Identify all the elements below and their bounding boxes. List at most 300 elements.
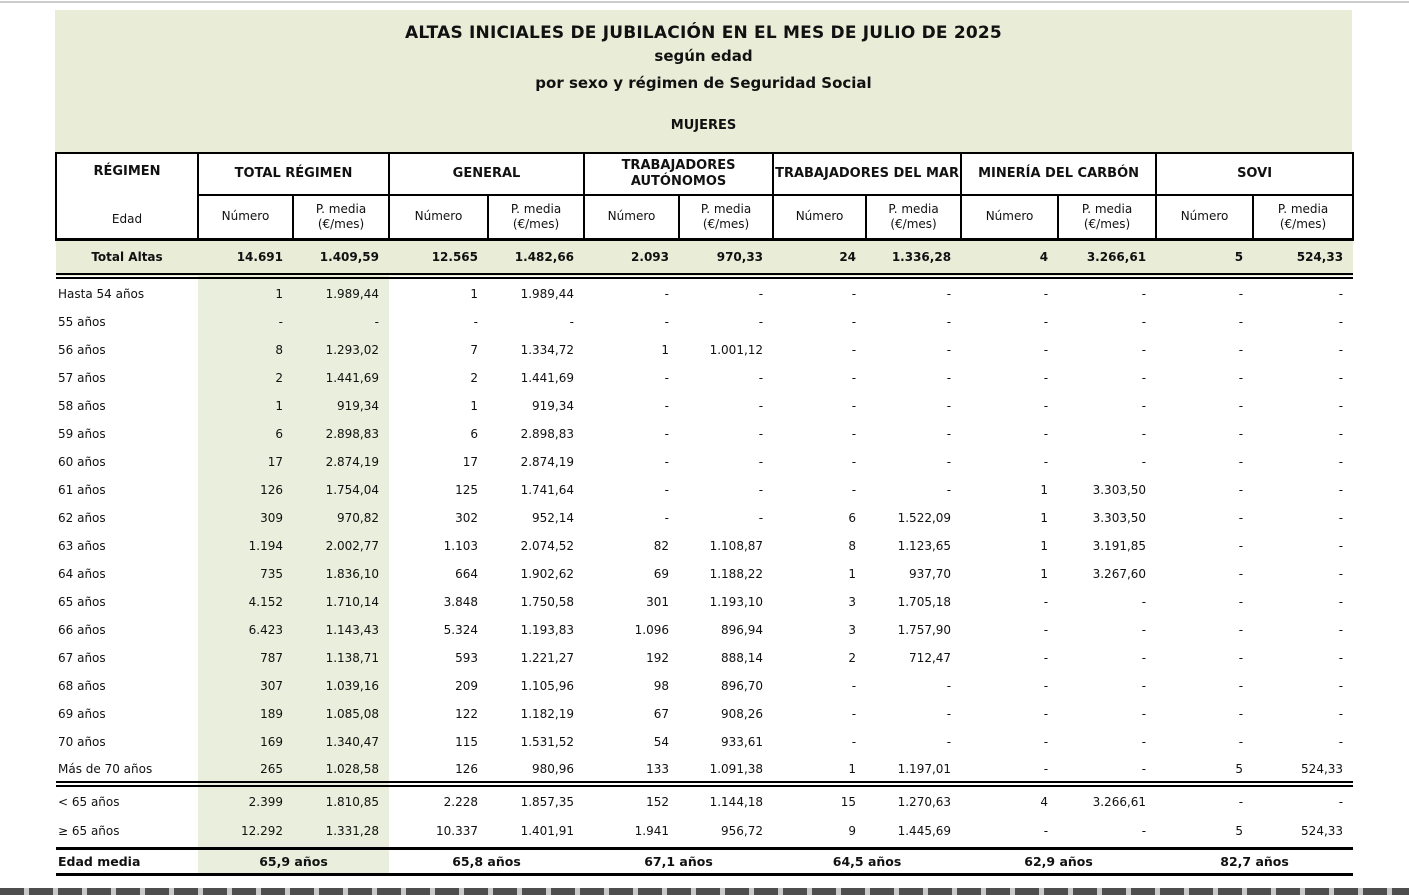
value-cell: -: [1043, 707, 1049, 721]
group-header-autonomos: TRABAJADORES AUTÓNOMOS: [584, 153, 773, 195]
value-cell: -: [961, 816, 1058, 848]
value-cell: -: [1238, 651, 1244, 665]
value-cell: 1.194: [198, 532, 293, 560]
corner-regimen-label: RÉGIMEN: [93, 164, 161, 179]
value-cell: -: [758, 483, 764, 497]
value-cell: 524,33: [1253, 756, 1353, 784]
value-cell: 1.482,66: [488, 239, 584, 276]
value-cell: 1.989,44: [293, 276, 389, 308]
value-cell: -: [1238, 595, 1244, 609]
subheader-numero: Número: [389, 195, 488, 239]
value-cell: -: [1338, 315, 1344, 329]
value-cell: 14.691: [198, 239, 293, 276]
value-cell: 1.331,28: [293, 816, 389, 848]
value-cell: 6.423: [198, 616, 293, 644]
value-cell: -: [946, 371, 952, 385]
value-cell: -: [1338, 651, 1344, 665]
value-cell: 1.522,09: [897, 511, 952, 525]
value-cell: 2.399: [198, 784, 293, 816]
value-cell: 2.898,83: [520, 427, 575, 441]
value-cell: 1: [470, 399, 478, 413]
edad-media-value: 65,8 años: [389, 848, 584, 874]
value-cell: -: [664, 483, 670, 497]
value-cell: -: [851, 286, 857, 301]
report-sheet: [55, 10, 1352, 876]
table-row: [56, 504, 1353, 532]
age-row-label: 57 años: [58, 371, 106, 385]
value-cell: -: [664, 427, 670, 441]
value-cell: 5.324: [443, 623, 478, 637]
value-cell: -: [1043, 286, 1049, 301]
value-cell: 1.001,12: [709, 343, 764, 357]
subheader-numero: Número: [198, 195, 293, 239]
value-cell: -: [1238, 679, 1244, 693]
value-cell: 2: [470, 371, 478, 385]
value-cell: 302: [455, 511, 478, 525]
edad-media-value: 67,1 años: [584, 848, 773, 874]
value-cell: -: [1238, 511, 1244, 525]
age-row-label: 67 años: [58, 651, 106, 665]
value-cell: 1.108,87: [709, 539, 764, 553]
value-cell: 524,33: [1253, 816, 1353, 848]
value-cell: -: [851, 315, 857, 329]
value-cell: 1: [1040, 567, 1049, 581]
value-cell: 1.193,83: [520, 623, 575, 637]
age-row-label: 63 años: [58, 539, 106, 553]
value-cell: 2: [198, 364, 293, 392]
value-cell: -: [946, 286, 952, 301]
table-row: [56, 784, 1353, 816]
value-cell: 15: [840, 794, 857, 809]
value-cell: 1: [848, 567, 857, 581]
value-cell: -: [1238, 371, 1244, 385]
value-cell: 2.874,19: [520, 455, 575, 469]
value-cell: 10.337: [389, 816, 488, 848]
report-subtitle-edad: según edad: [654, 47, 753, 65]
table-row: [56, 756, 1353, 784]
value-cell: 1.409,59: [293, 239, 389, 276]
subheader-pmedia: [679, 195, 773, 239]
value-cell: 1.754,04: [293, 476, 389, 504]
subheader-pmedia-line2: (€/mes): [317, 216, 365, 231]
value-cell: 1.188,22: [709, 567, 764, 581]
value-cell: 2.074,52: [520, 539, 575, 553]
subheader-pmedia-line1: P. media: [700, 201, 752, 216]
value-cell: 524,33: [1253, 239, 1353, 276]
value-cell: 908,26: [721, 707, 764, 721]
subheader-pmedia: [1253, 195, 1353, 239]
value-cell: -: [1043, 623, 1049, 637]
value-cell: 3.191,85: [1092, 539, 1147, 553]
value-cell: 5: [1156, 816, 1253, 848]
table-row: [56, 532, 1353, 560]
table-row: [56, 420, 1353, 448]
value-cell: -: [758, 427, 764, 441]
subheader-pmedia-line2: (€/mes): [1083, 216, 1131, 231]
age-row-label: Hasta 54 años: [58, 286, 145, 301]
value-cell: 1.182,19: [520, 707, 575, 721]
value-cell: -: [1058, 816, 1156, 848]
edad-media-value: 62,9 años: [961, 848, 1156, 874]
value-cell: 1.039,16: [293, 672, 389, 700]
value-cell: 1.401,91: [488, 816, 584, 848]
value-cell: -: [1043, 595, 1049, 609]
value-cell: 712,47: [909, 651, 952, 665]
table-row: [56, 616, 1353, 644]
value-cell: -: [1338, 483, 1344, 497]
age-row-label: 66 años: [58, 623, 106, 637]
value-cell: 896,94: [721, 623, 764, 637]
value-cell: 1.441,69: [520, 371, 575, 385]
table-row: [56, 816, 1353, 848]
table-header: [56, 153, 1353, 239]
value-cell: -: [946, 735, 952, 749]
value-cell: 1.340,47: [293, 728, 389, 756]
value-cell: 1.441,69: [293, 364, 389, 392]
subheader-numero: Número: [584, 195, 679, 239]
value-cell: 5: [1156, 756, 1253, 784]
value-cell: 1.143,43: [293, 616, 389, 644]
table-row: [56, 276, 1353, 308]
age-row-label: 55 años: [58, 315, 106, 329]
value-cell: 1.138,71: [293, 644, 389, 672]
value-cell: -: [758, 511, 764, 525]
value-cell: 122: [455, 707, 478, 721]
value-cell: -: [1141, 707, 1147, 721]
value-cell: -: [1141, 286, 1147, 301]
value-cell: -: [1338, 399, 1344, 413]
age-row-label: 69 años: [58, 707, 106, 721]
report-subtitle-sexo-regimen: por sexo y régimen de Seguridad Social: [535, 74, 872, 92]
value-cell: 309: [198, 504, 293, 532]
value-cell: 1.144,18: [709, 794, 764, 809]
value-cell: 3.303,50: [1092, 511, 1147, 525]
value-cell: -: [758, 371, 764, 385]
value-cell: -: [758, 315, 764, 329]
value-cell: 1.336,28: [866, 239, 961, 276]
value-cell: 1.091,38: [679, 756, 773, 784]
value-cell: 6: [470, 427, 478, 441]
value-cell: -: [1043, 651, 1049, 665]
value-cell: 1.902,62: [520, 567, 575, 581]
value-cell: -: [1238, 315, 1244, 329]
value-cell: -: [1238, 794, 1244, 809]
value-cell: 956,72: [679, 816, 773, 848]
value-cell: -: [1338, 595, 1344, 609]
value-cell: 1.836,10: [293, 560, 389, 588]
table-row: [56, 560, 1353, 588]
value-cell: 125: [455, 483, 478, 497]
value-cell: -: [1141, 315, 1147, 329]
value-cell: 2.093: [584, 239, 679, 276]
edad-media-value: 64,5 años: [773, 848, 961, 874]
value-cell: 1.028,58: [293, 756, 389, 784]
value-cell: 1.941: [584, 816, 679, 848]
summary-row-label: < 65 años: [58, 794, 120, 809]
group-header-mar: TRABAJADORES DEL MAR: [773, 153, 961, 195]
age-row-label: 56 años: [58, 343, 106, 357]
value-cell: -: [1238, 286, 1244, 301]
value-cell: 888,14: [721, 651, 764, 665]
group-header-row: [56, 153, 1353, 195]
age-row-label: 60 años: [58, 455, 106, 469]
value-cell: 1: [773, 756, 866, 784]
value-cell: -: [1338, 794, 1344, 809]
value-cell: -: [664, 455, 670, 469]
value-cell: 1.334,72: [520, 343, 575, 357]
value-cell: -: [1043, 343, 1049, 357]
value-cell: -: [1141, 455, 1147, 469]
value-cell: 3.266,61: [1092, 794, 1147, 809]
value-cell: -: [851, 483, 857, 497]
edad-media-label: Edad media: [56, 848, 198, 874]
value-cell: 3: [848, 623, 857, 637]
age-row-label: 58 años: [58, 399, 106, 413]
value-cell: -: [1141, 595, 1147, 609]
table-row: [56, 336, 1353, 364]
group-header-total-regimen: TOTAL RÉGIMEN: [198, 153, 389, 195]
value-cell: -: [851, 343, 857, 357]
table-row: [56, 672, 1353, 700]
value-cell: 2: [848, 651, 857, 665]
value-cell: 126: [198, 476, 293, 504]
value-cell: -: [1043, 455, 1049, 469]
value-cell: 2.898,83: [293, 420, 389, 448]
value-cell: 1.221,27: [520, 651, 575, 665]
subheader-pmedia-line1: P. media: [315, 201, 367, 216]
value-cell: -: [851, 399, 857, 413]
value-cell: 1.123,65: [897, 539, 952, 553]
value-cell: -: [1058, 756, 1156, 784]
value-cell: 126: [389, 756, 488, 784]
subheader-row: [56, 195, 1353, 239]
summary-row-label: ≥ 65 años: [56, 816, 198, 848]
value-cell: -: [961, 756, 1058, 784]
total-altas-label: Total Altas: [56, 239, 198, 276]
value-cell: 1: [1040, 539, 1049, 553]
value-cell: 970,82: [293, 504, 389, 532]
value-cell: -: [1338, 343, 1344, 357]
value-cell: 1: [661, 343, 670, 357]
value-cell: 1.197,01: [866, 756, 961, 784]
value-cell: -: [946, 315, 952, 329]
value-cell: 919,34: [293, 392, 389, 420]
value-cell: -: [1238, 623, 1244, 637]
group-header-sovi: SOVI: [1156, 153, 1353, 195]
subheader-numero: Número: [1156, 195, 1253, 239]
value-cell: 4: [1040, 794, 1049, 809]
value-cell: -: [1141, 427, 1147, 441]
value-cell: 12.565: [389, 239, 488, 276]
value-cell: -: [758, 286, 764, 301]
value-cell: 1.757,90: [897, 623, 952, 637]
value-cell: 3: [848, 595, 857, 609]
value-cell: 133: [584, 756, 679, 784]
value-cell: 1: [1040, 511, 1049, 525]
value-cell: 896,70: [721, 679, 764, 693]
value-cell: 8: [198, 336, 293, 364]
subheader-pmedia-line1: P. media: [510, 201, 562, 216]
value-cell: 937,70: [909, 567, 952, 581]
value-cell: -: [1141, 651, 1147, 665]
value-cell: 169: [198, 728, 293, 756]
subheader-numero: Número: [773, 195, 866, 239]
value-cell: -: [1043, 371, 1049, 385]
value-cell: 1.193,10: [709, 595, 764, 609]
value-cell: -: [946, 343, 952, 357]
value-cell: 735: [198, 560, 293, 588]
group-header-general: GENERAL: [389, 153, 584, 195]
value-cell: -: [1043, 315, 1049, 329]
subheader-pmedia: [1058, 195, 1156, 239]
value-cell: 593: [455, 651, 478, 665]
table-row: [56, 239, 1353, 276]
value-cell: 933,61: [721, 735, 764, 749]
value-cell: 192: [646, 651, 670, 665]
value-cell: -: [1043, 427, 1049, 441]
value-cell: 69: [653, 567, 670, 581]
value-cell: 1.810,85: [293, 784, 389, 816]
value-cell: 4: [961, 239, 1058, 276]
value-cell: -: [1043, 399, 1049, 413]
value-cell: 17: [198, 448, 293, 476]
age-row-label: Más de 70 años: [56, 756, 198, 784]
value-cell: 1: [470, 286, 478, 301]
value-cell: 1.293,02: [293, 336, 389, 364]
age-row-label: 70 años: [58, 735, 106, 749]
value-cell: -: [1141, 679, 1147, 693]
value-cell: -: [946, 679, 952, 693]
subheader-pmedia: [488, 195, 584, 239]
subheader-pmedia: [293, 195, 389, 239]
table-row: [56, 588, 1353, 616]
value-cell: -: [1338, 427, 1344, 441]
value-cell: -: [1141, 623, 1147, 637]
value-cell: 1: [1040, 483, 1049, 497]
value-cell: -: [198, 308, 293, 336]
value-cell: -: [758, 455, 764, 469]
value-cell: 3.266,61: [1058, 239, 1156, 276]
age-row-label: 65 años: [58, 595, 106, 609]
table-row: [56, 700, 1353, 728]
value-cell: 2.874,19: [293, 448, 389, 476]
value-cell: 3.267,60: [1092, 567, 1147, 581]
value-cell: 24: [773, 239, 866, 276]
value-cell: -: [851, 371, 857, 385]
table-body: [56, 239, 1353, 874]
subheader-pmedia: [866, 195, 961, 239]
value-cell: 4.152: [198, 588, 293, 616]
value-cell: -: [758, 399, 764, 413]
value-cell: 1.857,35: [520, 794, 575, 809]
value-cell: 7: [470, 343, 478, 357]
value-cell: -: [1238, 427, 1244, 441]
value-cell: 6: [848, 511, 857, 525]
value-cell: 980,96: [488, 756, 584, 784]
corner-cell: [56, 153, 198, 239]
value-cell: -: [1338, 511, 1344, 525]
value-cell: 1: [198, 392, 293, 420]
value-cell: 970,33: [679, 239, 773, 276]
value-cell: 1.270,63: [897, 794, 952, 809]
value-cell: -: [1338, 539, 1344, 553]
value-cell: -: [1338, 455, 1344, 469]
value-cell: 54: [653, 735, 670, 749]
value-cell: 3.848: [443, 595, 478, 609]
value-cell: 1.531,52: [520, 735, 575, 749]
report-title: ALTAS INICIALES DE JUBILACIÓN EN EL MES DE JULIO DE 2025: [405, 23, 1002, 43]
age-row-label: 68 años: [58, 679, 106, 693]
value-cell: -: [946, 427, 952, 441]
value-cell: -: [1238, 399, 1244, 413]
value-cell: 9: [773, 816, 866, 848]
value-cell: 1.750,58: [520, 595, 575, 609]
value-cell: -: [1141, 371, 1147, 385]
value-cell: 1.705,18: [897, 595, 952, 609]
value-cell: -: [1238, 567, 1244, 581]
edad-media-row: [56, 848, 1353, 874]
value-cell: -: [851, 679, 857, 693]
value-cell: 17: [462, 455, 478, 469]
value-cell: -: [664, 511, 670, 525]
value-cell: 3.303,50: [1092, 483, 1147, 497]
value-cell: 1.103: [443, 539, 478, 553]
value-cell: 8: [848, 539, 857, 553]
bottom-cutoff-strip: [0, 888, 1409, 895]
value-cell: 301: [646, 595, 670, 609]
value-cell: -: [293, 308, 389, 336]
value-cell: -: [664, 315, 670, 329]
value-cell: 12.292: [198, 816, 293, 848]
value-cell: -: [1338, 623, 1344, 637]
value-cell: 1: [198, 276, 293, 308]
value-cell: -: [851, 427, 857, 441]
value-cell: 664: [455, 567, 478, 581]
value-cell: 2.228: [443, 794, 478, 809]
value-cell: -: [1043, 679, 1049, 693]
table-row: [56, 644, 1353, 672]
subheader-pmedia-line1: P. media: [888, 201, 939, 216]
value-cell: 1.105,96: [520, 679, 575, 693]
value-cell: 787: [198, 644, 293, 672]
value-cell: 5: [1156, 239, 1253, 276]
value-cell: 1.096: [634, 623, 670, 637]
value-cell: -: [946, 399, 952, 413]
value-cell: 1.989,44: [520, 286, 575, 301]
value-cell: -: [946, 707, 952, 721]
subheader-pmedia-line2: (€/mes): [702, 216, 750, 231]
subheader-pmedia-line2: (€/mes): [1279, 216, 1327, 231]
subheader-numero: Número: [961, 195, 1058, 239]
value-cell: -: [569, 315, 575, 329]
value-cell: 307: [198, 672, 293, 700]
corner-edad-label: Edad: [111, 212, 143, 227]
table-row: [56, 476, 1353, 504]
group-header-carbon: MINERÍA DEL CARBÓN: [961, 153, 1156, 195]
value-cell: -: [1338, 286, 1344, 301]
value-cell: -: [851, 735, 857, 749]
value-cell: -: [1338, 371, 1344, 385]
value-cell: -: [1338, 567, 1344, 581]
age-row-label: 62 años: [58, 511, 106, 525]
value-cell: -: [1141, 399, 1147, 413]
table-row: [56, 728, 1353, 756]
value-cell: -: [664, 399, 670, 413]
edad-media-value: 82,7 años: [1156, 848, 1353, 874]
age-row-label: 61 años: [58, 483, 106, 497]
value-cell: 189: [198, 700, 293, 728]
subheader-pmedia-line1: P. media: [1081, 201, 1133, 216]
